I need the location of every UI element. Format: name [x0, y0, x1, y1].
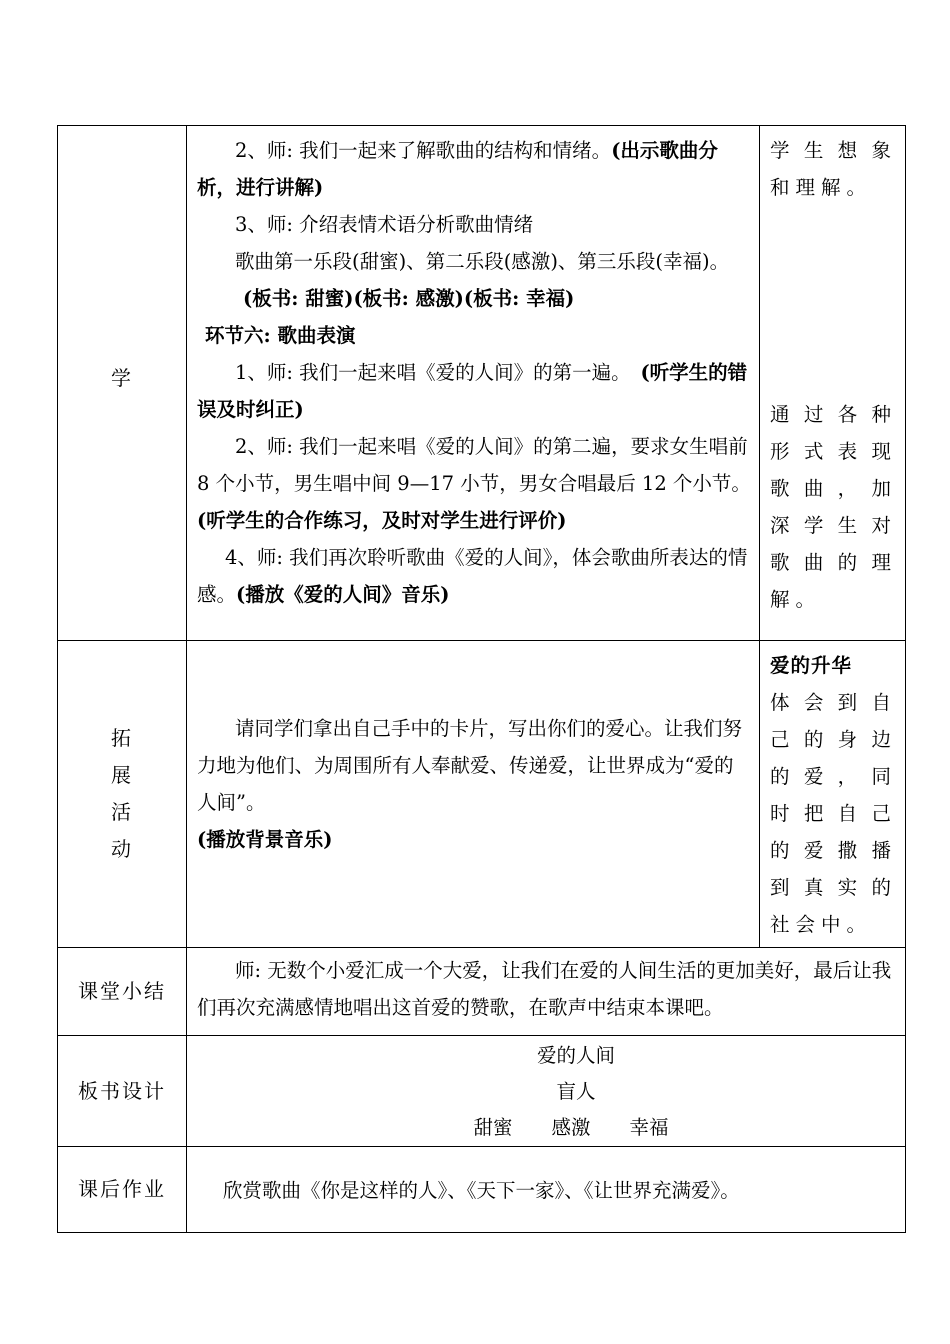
content-paragraph: 请同学们拿出自己手中的卡片，写出你们的爱心。让我们努力地为他们、为周围所有人奉献爱、传递爱，让世界成为“爱的人间”。 [197, 717, 743, 814]
section-heading: 环节六: 歌曲表演 [205, 324, 356, 347]
note-text: 学生想象和理解。 [770, 139, 897, 199]
content-paragraph: 1、师: 我们一起来唱《爱的人间》的第一遍。 (听学生的错误及时纠正) [197, 361, 748, 421]
table-row-board [58, 1036, 906, 1147]
label-char: 活 [111, 800, 133, 824]
lesson-plan-table [57, 125, 906, 1233]
row-label-board: 板书设计 [58, 1036, 187, 1147]
label-char: 动 [111, 837, 133, 861]
table-row-learn [58, 126, 906, 641]
table-row-homework [58, 1147, 906, 1233]
homework-content [187, 1147, 906, 1233]
label-char: 拓 [111, 726, 133, 750]
content-paragraph: 歌曲第一乐段(甜蜜)、第二乐段(感激)、第三乐段(幸福)。 [235, 250, 730, 273]
content-paragraph: 欣赏歌曲《你是这样的人》、《天下一家》、《让世界充满爱》。 [223, 1179, 740, 1202]
learn-notes [760, 126, 906, 641]
board-line: 甜蜜 感激 幸福 [473, 1116, 669, 1139]
row-label-extend [58, 641, 187, 948]
content-paragraph: 师: 无数个小爱汇成一个大爱，让我们在爱的人间生活的更加美好，最后让我们再次充满感情地唱出这首爱的赞歌，在歌声中结束本课吧。 [197, 959, 892, 1019]
board-line: 盲人 [556, 1080, 596, 1103]
board-title: 爱的人间 [536, 1044, 615, 1067]
content-paragraph: 2、师: 我们一起来了解歌曲的结构和情绪。(出示歌曲分析，进行讲解) [197, 139, 718, 199]
row-label-summary: 课堂小结 [58, 948, 187, 1036]
content-paragraph: (播放背景音乐) [197, 828, 333, 851]
board-note: (板书: 甜蜜)(板书: 感激)(板书: 幸福) [243, 287, 575, 310]
table-row-summary [58, 948, 906, 1036]
board-content [187, 1036, 906, 1147]
table-row-extend [58, 641, 906, 948]
learn-content [187, 126, 760, 641]
extend-notes [760, 641, 906, 948]
summary-content [187, 948, 906, 1036]
content-paragraph: 2、师: 我们一起来唱《爱的人间》的第二遍，要求女生唱前 8 个小节，男生唱中间 9—17 小节，男女合唱最后 12 个小节。(听学生的合作练习，及时对学生进行评价) [197, 435, 751, 532]
row-label-text: 学 [111, 365, 133, 390]
row-label-learn [58, 126, 187, 641]
content-paragraph: 3、师: 介绍表情术语分析歌曲情绪 [235, 213, 534, 236]
note-text: 通过各种形式表现歌曲，加深学生对歌曲的理解。 [770, 403, 897, 611]
note-title: 爱的升华 [770, 654, 853, 677]
note-text: 体会到自己的身边的爱，同时把自己的爱撒播到真实的社会中。 [770, 691, 897, 936]
row-label-homework: 课后作业 [58, 1147, 187, 1233]
label-char: 展 [111, 763, 133, 787]
extend-content [187, 641, 760, 948]
content-paragraph: 4、师: 我们再次聆听歌曲《爱的人间》，体会歌曲所表达的情感。(播放《爱的人间》音乐) [197, 546, 748, 606]
